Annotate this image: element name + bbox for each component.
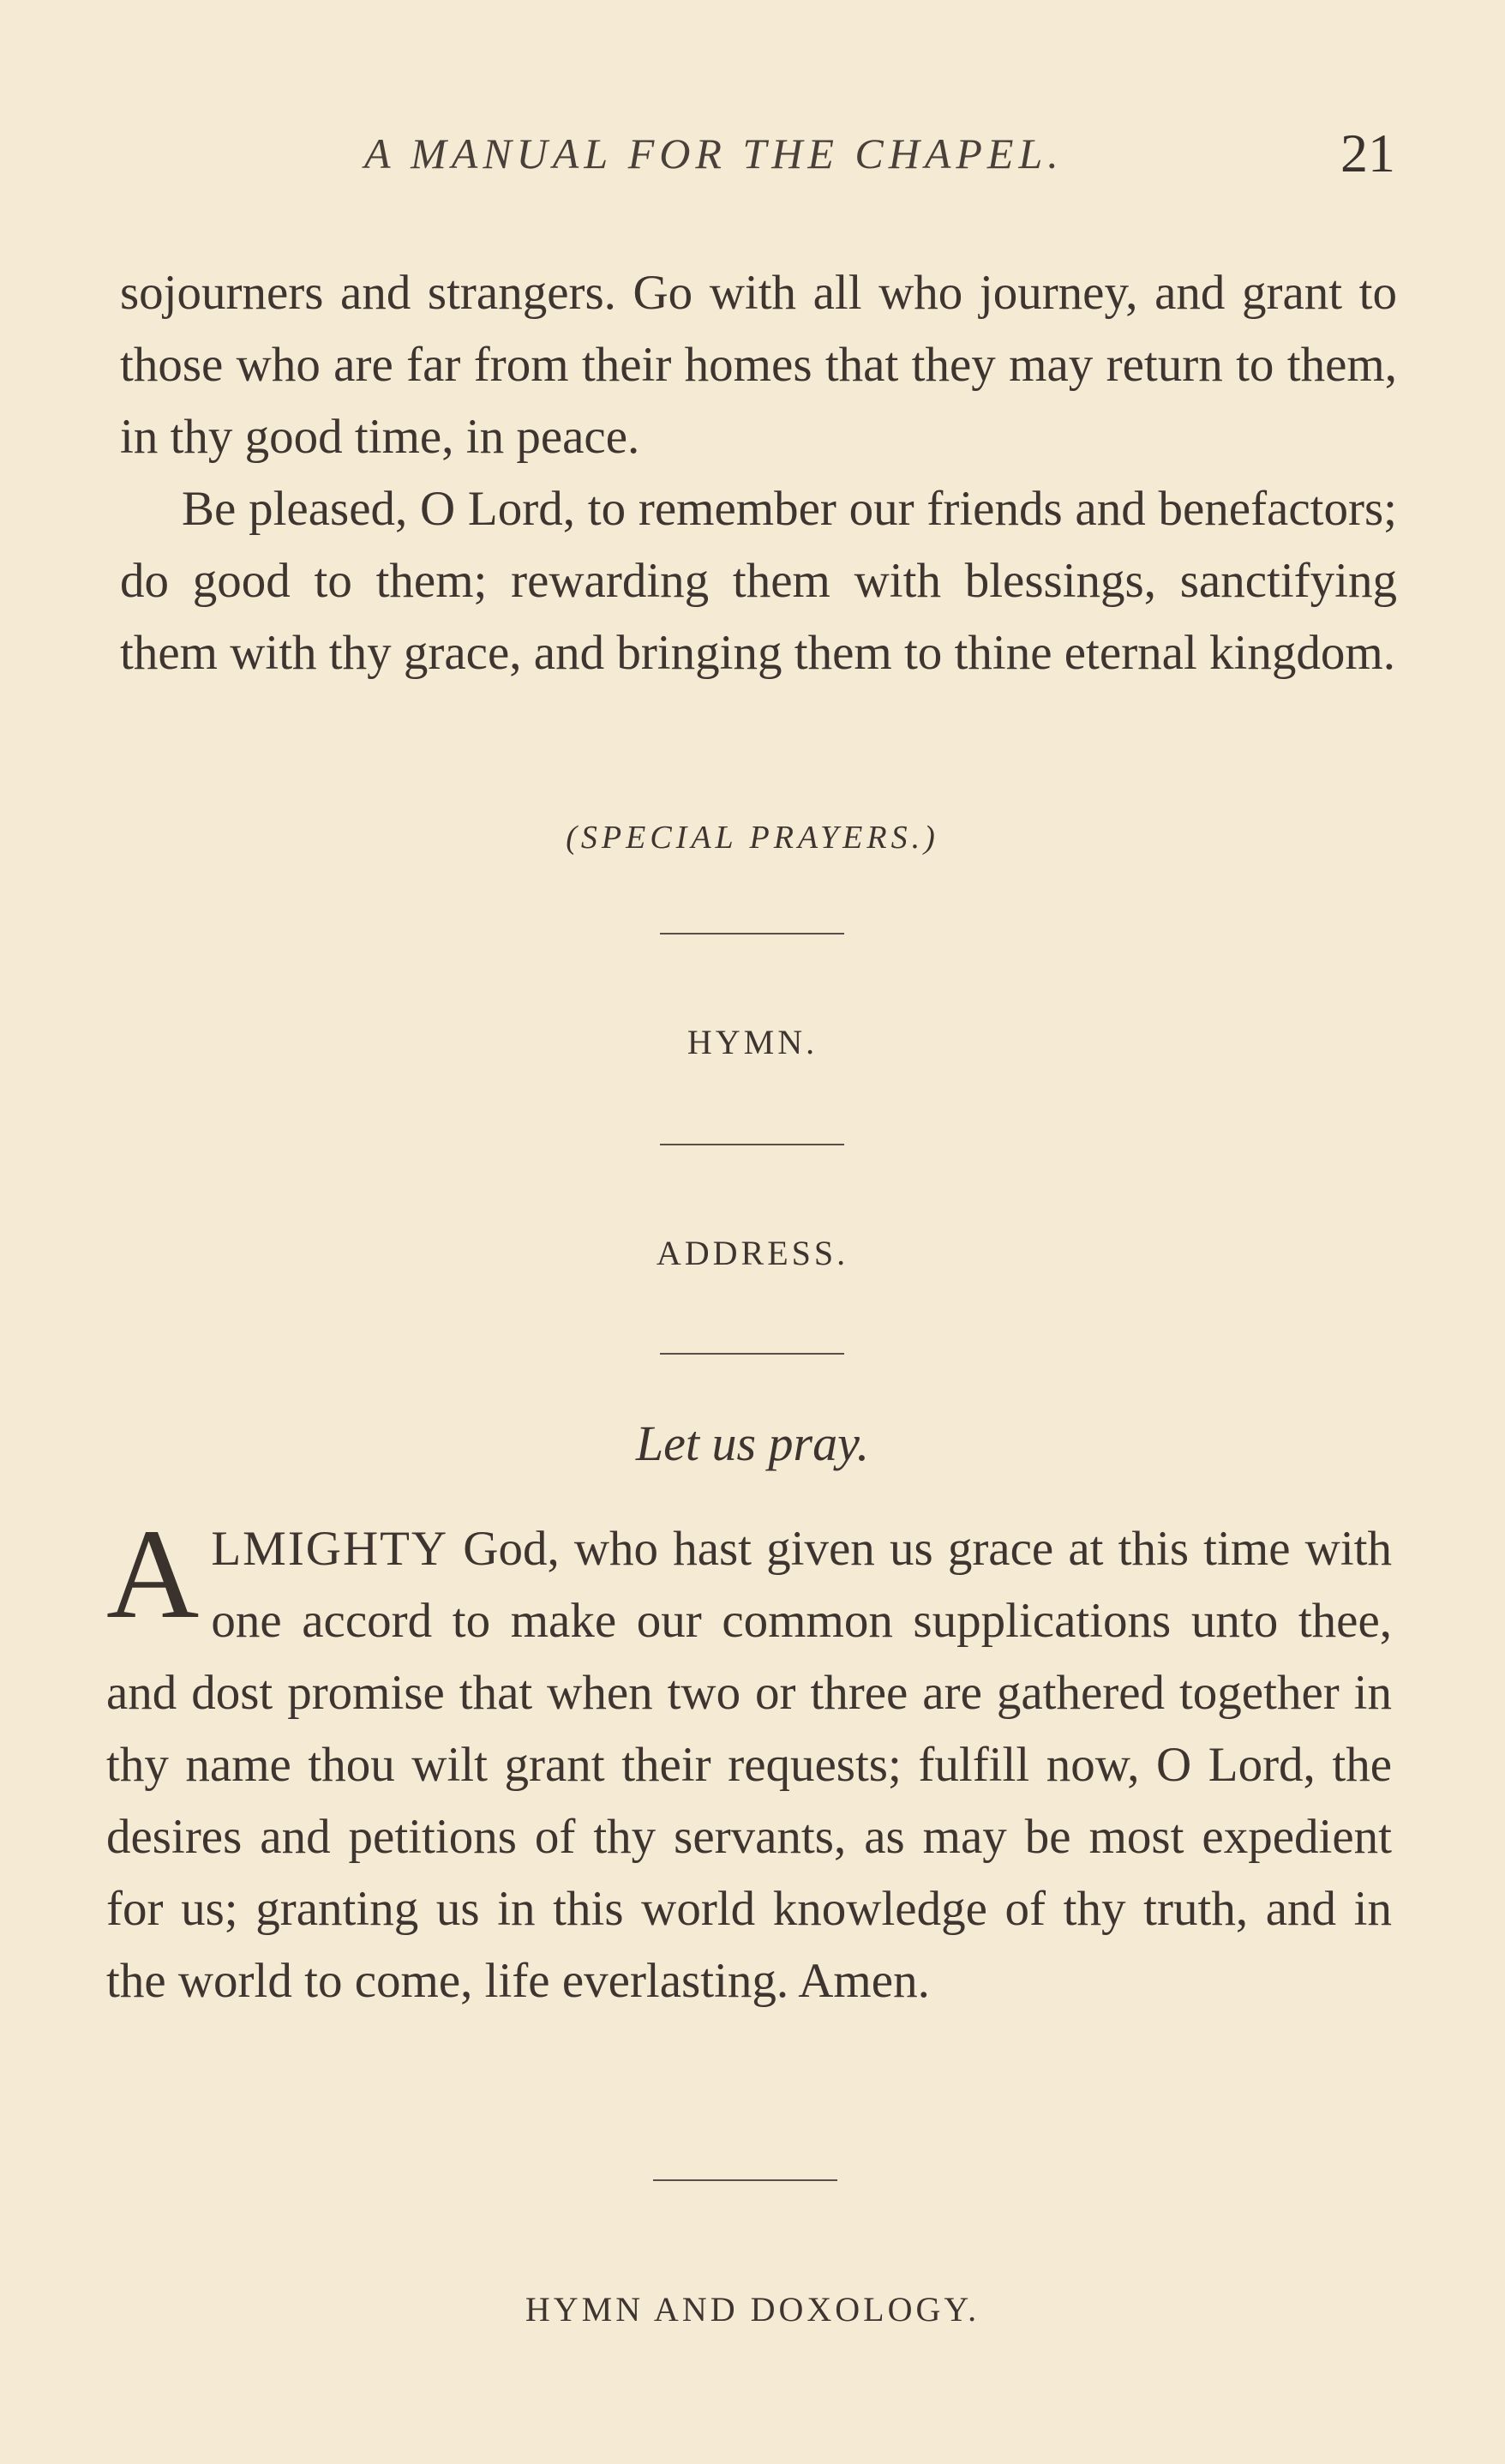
page-header [0, 123, 1505, 197]
page-number: 21 [1340, 123, 1395, 183]
prayer-text: God, who hast given us grace at this time with one accord to make our common supplications unto thee, and dost promise that when two or three are gathered together in thy name thou wilt grant their requests; fulfill now, O Lord, the desires and petitions of thy servants, as may be most expedient for us; granting us in this world knowledge of thy truth, and in the world to come, life everlasting. Amen. [106, 1522, 1392, 2008]
hymn-and-doxology-heading: HYMN AND DOXOLOGY. [525, 2290, 980, 2329]
address-heading: ADDRESS. [656, 1234, 849, 1272]
divider-rule [653, 2179, 837, 2181]
hymn-heading: HYMN. [687, 1023, 818, 1061]
prayer-lead-words: LMIGHTY [211, 1522, 449, 1576]
special-prayers-heading: (SPECIAL PRAYERS.) [566, 820, 939, 856]
divider-rule [660, 1353, 844, 1355]
divider-rule [660, 933, 844, 935]
paragraph-continuation: sojourners and strangers. Go with all who journey, and grant to those who are far from their homes that they may return to them, in thy good time, in peace. [120, 266, 1397, 464]
let-us-pray-heading: Let us pray. [635, 1415, 870, 1471]
intercession-text [120, 257, 1397, 689]
running-title: A MANUAL FOR THE CHAPEL. [364, 129, 1064, 177]
collect-prayer [106, 1503, 1392, 2017]
divider-rule [660, 1144, 844, 1145]
paragraph-benefactors: Be pleased, O Lord, to remember our friends and benefactors; do good to them; rewarding them with blessings, sanctifying them with thy grace, and bringing them to thine eternal kingdom. [120, 482, 1397, 680]
drop-cap-letter: A [106, 1503, 200, 1645]
